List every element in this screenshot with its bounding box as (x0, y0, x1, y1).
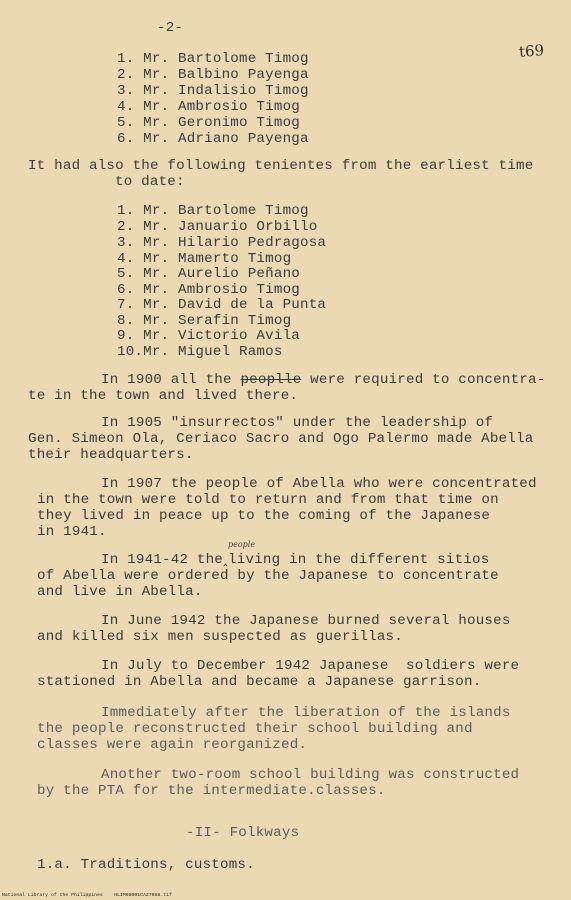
teniente-item: 9. Mr. Victorio Avila (117, 328, 300, 344)
paragraph-1907-line: they lived in peace up to the coming of the Japanese (37, 508, 491, 524)
paragraph-1905-line: Gen. Simeon Ola, Ceriaco Sacro and Ogo Palermo made Abella (28, 431, 534, 447)
paragraph-liberation-line: classes were again reorganized. (37, 737, 308, 753)
teniente-item: 1. Mr. Bartolome Timog (117, 203, 309, 219)
section-heading: -II- Folkways (186, 825, 300, 841)
paragraph-1900-line: In 1900 all the peoplle were required to concentra- (101, 372, 546, 388)
tenientes-intro-line: to date: (115, 174, 185, 190)
teniente-item: 2. Mr. Januario Orbillo (117, 219, 318, 235)
official-item: 6. Mr. Adriano Payenga (117, 131, 309, 147)
handwritten-insertion: people (228, 540, 256, 549)
paragraph-liberation-line: Immediately after the liberation of the islands (101, 705, 511, 721)
paragraph-1900-line: te in the town and lived there. (28, 388, 299, 404)
archive-footer: National Library of the Philippines HLIM08001CAZ7068.tif (2, 893, 172, 898)
teniente-item: 10.Mr. Miguel Ramos (117, 344, 283, 360)
official-item: 3. Mr. Indalisio Timog (117, 83, 309, 99)
official-item: 5. Mr. Geronimo Timog (117, 115, 300, 131)
paragraph-july-1942-line: In July to December 1942 Japanese soldiers were (101, 658, 520, 674)
paragraph-1907-line: in 1941. (37, 524, 107, 540)
page-number: -2- (157, 20, 184, 36)
official-item: 1. Mr. Bartolome Timog (117, 51, 309, 67)
paragraph-june-1942-line: In June 1942 the Japanese burned several houses (101, 613, 511, 629)
tenientes-intro-line: It had also the following tenientes from the earliest time (28, 158, 534, 174)
teniente-item: 7. Mr. David de la Punta (117, 297, 327, 313)
handwritten-page-annotation: t69 (518, 41, 545, 61)
paragraph-1907-line: in the town were told to return and from that time on (37, 492, 499, 508)
paragraph-1905-line: their headquarters. (28, 447, 194, 463)
teniente-item: 4. Mr. Mamerto Timog (117, 251, 292, 267)
teniente-item: 5. Mr. Aurelio Peñano (117, 266, 300, 282)
teniente-item: 3. Mr. Hilario Pedragosa (117, 235, 327, 251)
teniente-item: 6. Mr. Ambrosio Timog (117, 282, 300, 298)
paragraph-1941-line: and live in Abella. (37, 584, 203, 600)
paragraph-july-1942-line: stationed in Abella and became a Japanese garrison. (37, 674, 482, 690)
paragraph-pta-line: Another two-room school building was constructed (101, 767, 520, 783)
section-item: 1.a. Traditions, customs. (37, 857, 255, 873)
paragraph-june-1942-line: and killed six men suspected as guerillas. (37, 629, 403, 645)
paragraph-1941-line: In 1941-42 the‸living in the different sitios (101, 552, 490, 568)
paragraph-1907-line: In 1907 the people of Abella who were concentrated (101, 476, 537, 492)
paragraph-liberation-line: the people reconstructed their school building and (37, 721, 473, 737)
official-item: 4. Mr. Ambrosio Timog (117, 99, 300, 115)
paragraph-1905-line: In 1905 "insurrectos" under the leadership of (101, 415, 494, 431)
paragraph-pta-line: by the PTA for the intermediate.classes. (37, 783, 386, 799)
paragraph-1941-line: of Abella were ordered by the Japanese to concentrate (37, 568, 499, 584)
official-item: 2. Mr. Balbino Payenga (117, 67, 309, 83)
struck-word: peoplle (240, 372, 302, 388)
teniente-item: 8. Mr. Serafin Timog (117, 313, 292, 329)
